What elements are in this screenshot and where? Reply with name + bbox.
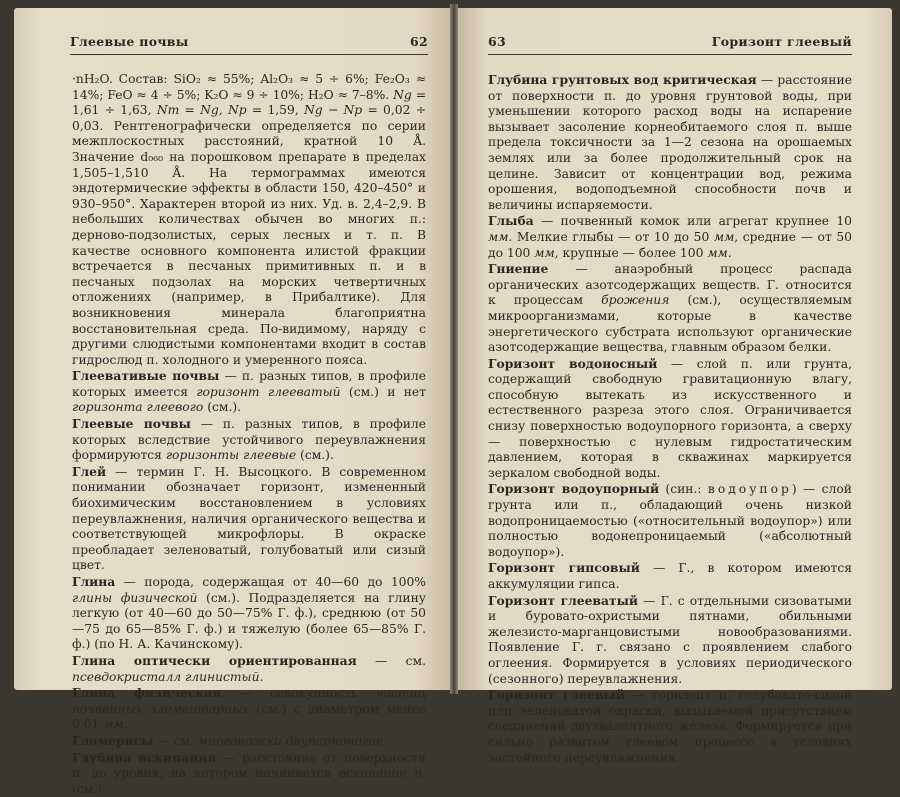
entry-text: , крупные — более 100 — [554, 245, 708, 260]
right-header-rule — [488, 54, 852, 55]
entry-text: . — [259, 669, 264, 684]
dictionary-entry — [488, 593, 852, 688]
entry-text: = 1,59, — [246, 103, 305, 118]
cross-reference: псевдокристалл глинистый — [72, 669, 260, 684]
cross-reference: мм — [534, 245, 555, 260]
entry-term: Глубина вскипания — [72, 749, 217, 765]
left-running-head — [70, 34, 428, 49]
entry-text: (см.) с диаметром менее 0,01 — [72, 701, 427, 732]
entry-text: — расстояние от поверхности п. до уровня, на котором начинается — [72, 750, 426, 781]
entry-text: ) — слой грунта или п., обладающий очень низкой водопроницаемостью («относительный водоупор») или полностью водонепроницаемый («абсолютный водоупор»). — [488, 482, 852, 559]
entry-text: (см.), осуществляемым микроорганизмами, которые в качестве энергетического субстрата используют органические азотсодержащие вещества, главным образом белки. — [488, 293, 852, 355]
entry-term: Гниение — [488, 261, 549, 277]
right-running-title: Горизонт глеевый — [711, 34, 852, 49]
cross-reference: мм — [103, 717, 124, 732]
cross-reference: мм — [488, 229, 509, 244]
entry-text: — почвенный комок или агрегат крупнее 10 — [533, 214, 852, 229]
dictionary-entry — [72, 574, 426, 653]
entry-text: — порода, содержащая от 40—60 до 100% — [115, 575, 426, 589]
dictionary-entry — [488, 687, 852, 766]
entry-text: . — [383, 733, 388, 748]
cross-reference: брожения — [601, 293, 670, 308]
dictionary-entry — [72, 750, 426, 797]
entry-text: — Г. с отдельными сизоватыми и буровато-охристыми пятнами, обильными железисто-марганцовистыми новообразованиями. Появление Г. г. связано с проявлением слабого оглеения. Формируется в условиях периодического (сезонного) переувлажнения. — [488, 593, 852, 686]
left-page-text — [72, 72, 426, 797]
dictionary-entry — [488, 72, 852, 213]
entry-term: Горизонт глееватый — [488, 592, 639, 608]
entry-text: — слой п. или грунта, содержащий свободную гравитационную влагу, способную вытекать из искусственного и естественного разреза этого слоя. Ограничивается снизу поверхностью водоупорного горизонта, а сверху — поверхностью с нулевым гидростатическим давлением, которая в скважинах маркируется зеркалом свободной воды. — [488, 356, 852, 480]
entry-text: (см.). — [72, 781, 106, 796]
dictionary-entry — [72, 416, 426, 464]
left-page-number: 62 — [410, 34, 428, 49]
cross-reference: глины физической — [72, 590, 198, 605]
book-gutter — [450, 4, 458, 694]
cross-reference: горизонт глееватый — [196, 384, 341, 399]
cross-reference: мм — [713, 229, 735, 244]
entry-term: Глей — [72, 463, 107, 479]
entry-text: — совокупность — [221, 686, 376, 701]
cross-reference: частиц почвенных элементарных — [72, 686, 426, 716]
entry-text: — термин Г. Н. Высоцкого. В современном понимании обозначает горизонт, измененный биохимическим восстановлением в условиях переувлажнения, наличия органического вещества и соответствующей микрофлоры. В окраске преобладает зеленоватый, голубоватый или сизый цвет. — [72, 464, 426, 573]
right-page-number: 63 — [488, 34, 506, 49]
cross-reference: вскипание п. — [338, 766, 426, 781]
entry-term: Горизонт водоупорный — [488, 481, 660, 497]
left-running-title: Глеевые почвы — [70, 34, 189, 49]
entry-text: — анаэробный процесс распада органических азотсодержащих веществ. Г. относится к процессам — [488, 262, 852, 308]
dictionary-entry — [488, 213, 852, 261]
entry-term: Горизонт гипсовый — [488, 560, 640, 576]
entry-term: Глина физическая — [72, 685, 222, 701]
dictionary-entry — [72, 72, 426, 368]
cross-reference: мм — [707, 245, 728, 260]
entry-text: — горизонт п. голубовато-сизой или зеленоватой окраски, вызываемой присутствием соединений двухвалентного железа. Формируется при сильно развитом глеевом процессе в условиях застойного переувлажнения. — [488, 688, 852, 765]
entry-text: . Мелкие глыбы — от 10 до 50 — [508, 229, 714, 244]
dictionary-entry — [488, 261, 852, 356]
dictionary-entry — [72, 464, 426, 574]
spaced-synonym: водоупор — [707, 482, 792, 497]
entry-text: . — [123, 717, 128, 732]
entry-text: = 0,02 ÷ 0,03. Рентгенографически определяется по серии межплоскостных расстояний, кратной 10 Å. Значение d₀₆₀ на порошковом препарате в пределах 1,505–1,510 Å. На термограммах имеются эндотермические эффекты в области 150, 420–450° и 930–950°. Характерен второй из них. Уд. в. 2,4–2,9. В небольших количествах обычен во многих п.: дерново-подзолистых, серых лесных и т. п. В качестве основного компонента илистой фракции встречается в песчаных примитивных п. и в песчаных подзолах на морских четвертичных отложениях (например, в Прибалтике). Для возникновения минерала благоприятна восстановительная среда. По-видимому, наряду с другими слюдистыми компонентами входит в состав гидрослюд п. холодного и умеренного пояса. — [72, 103, 427, 367]
entry-text: . — [727, 245, 732, 260]
cross-reference: многоножки двупарноногие — [197, 733, 384, 748]
entry-term: Горизонт водоносный — [488, 355, 658, 371]
entry-text: — п. разных типов, в профиле которых имеется — [72, 369, 426, 399]
entry-term: Гломерисы — [72, 732, 154, 748]
entry-text: (см.) и нет — [340, 384, 427, 399]
dictionary-entry — [72, 733, 426, 750]
dictionary-entry — [488, 560, 852, 592]
left-page — [14, 8, 450, 796]
left-header-rule — [70, 54, 428, 55]
entry-text: — п. разных типов, в профиле которых вследствие устойчивого переувлажнения формируются — [72, 417, 427, 463]
entry-term: Глина оптически ориентированная — [72, 652, 357, 668]
right-page-text — [488, 72, 852, 766]
right-page — [458, 8, 892, 765]
dictionary-entry — [488, 481, 852, 560]
entry-term: Глубина грунтовых вод критическая — [488, 72, 757, 87]
dictionary-entry — [488, 356, 852, 482]
entry-term: Глина — [72, 574, 116, 589]
cross-reference: Ng — [393, 87, 412, 102]
entry-text: (см.). — [296, 448, 334, 463]
entry-term: Горизонт глеевый — [488, 687, 625, 703]
entry-text: — Г., в котором имеются аккумуляции гипса. — [488, 561, 852, 591]
entry-text: (син.: — [659, 482, 708, 497]
entry-term: Глыба — [488, 213, 534, 229]
dictionary-entry — [72, 368, 426, 416]
entry-text: = 1,61 ÷ 1,63, — [72, 87, 427, 118]
dictionary-entry — [72, 653, 426, 685]
entry-text: ·nH₂O. Состав: SiO₂ ≈ 55%; Al₂O₃ ≈ 5 ÷ 6%; Fe₂O₃ ≈ 14%; FeO ≈ 4 ÷ 5%; K₂O ≈ 9 ÷ 10%; H₂O ≈ 7–8%. — [72, 72, 426, 102]
cross-reference: Nm = Ng, Np — [156, 103, 247, 118]
right-running-head — [488, 34, 852, 49]
entry-text: — расстояние от поверхности п. до уровня грунтовой воды, при уменьшении которого расход воды на испарение вызывает засоление корнеобитаемого слоя п. выше предела токсичности за 1—2 сезона на орошаемых землях или за более продолжительный срок на целине. Зависит от концентрации вод, режима орошения, водоподъемной способности почв и величины испаряемости. — [488, 73, 852, 212]
cross-reference: горизонты глеевые — [165, 448, 297, 463]
entry-term: Глеевативые почвы — [72, 368, 220, 384]
entry-text: — см. — [153, 733, 198, 748]
entry-text: (см.). Подразделяется на глину легкую (от 40—60 до 50—75% Г. ф.), среднюю (от 50—75 до 65—85% Г. ф.) и тяжелую (более 65—85% Г. ф.) (по Н. А. Качинскому). — [72, 590, 427, 652]
entry-text: , средние — от 50 до 100 — [488, 229, 852, 260]
entry-term: Глеевые почвы — [72, 416, 191, 432]
cross-reference: горизонта глеевого — [72, 400, 204, 415]
cross-reference: Ng − Np — [304, 103, 363, 118]
entry-text: (см.). — [203, 400, 242, 415]
dictionary-entry — [72, 685, 426, 733]
entry-text: — см. — [356, 653, 426, 668]
